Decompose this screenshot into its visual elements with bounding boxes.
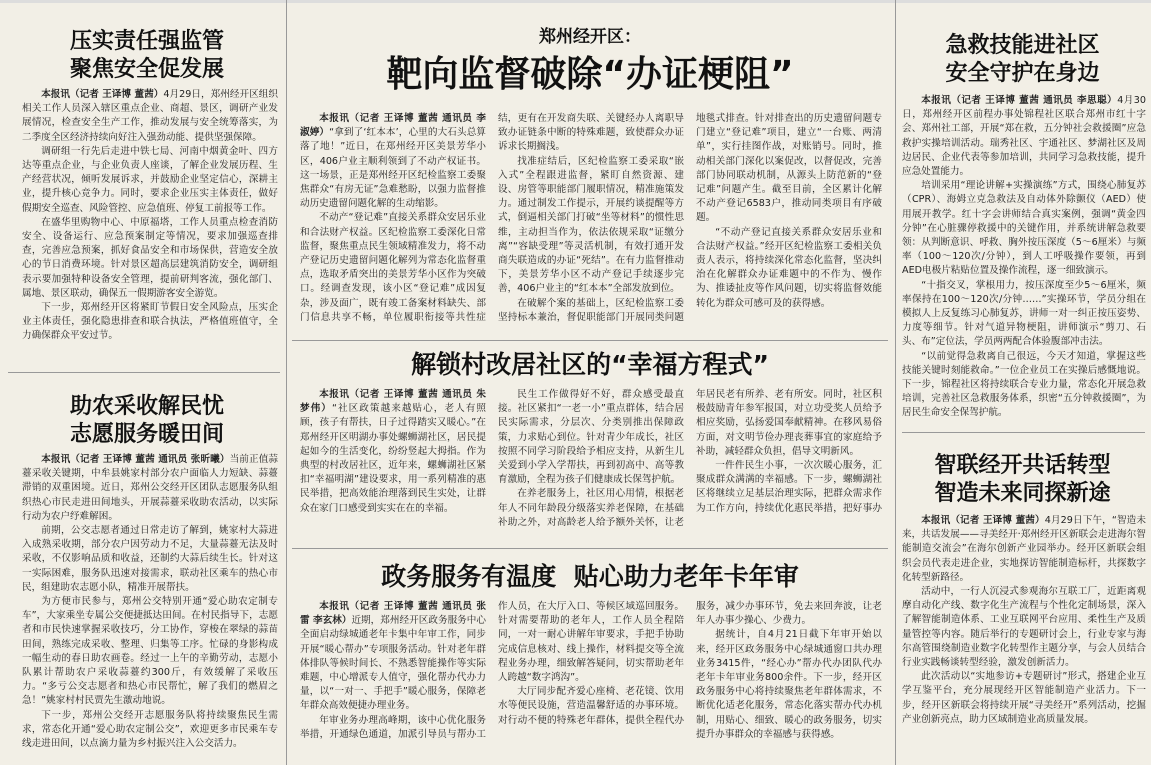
- paragraph: 据统计，自4月21日截下年审开始以来，经开区政务服务中心绿城通窗口共办理业务3415件，“经心办”帮办代办团队代办老年卡年审业务800余件。下一步，经开区政务服务中心将持续聚焦老年群体需求，不断优化适老化服务，常态化落实帮办代办机制，用贴心、细致、暖心的政务服务，切实提升办事群众的幸福感与获得感。: [696, 629, 882, 740]
- byline: 本报讯（记者 王译博 董茜 通讯员 朱梦伟）: [300, 389, 486, 415]
- headline-line-2: 志愿服务暖田间: [69, 422, 224, 447]
- headline-line-1: 助农采收解民忧: [69, 394, 224, 419]
- paragraph: 在盛华里购物中心、中原福塔，工作人员重点检查消防安全、设备运行、应急预案制定等情况，要求加强巡查排查，完善应急预案，抓好食品安全和市场保供，营造安全放心的节日消费环境。针对景区超高层建筑消防安全，调研组表示要加强特种设备安全管理，提前研判客流，强化部门、属地、景区联动，确保五一假期游客安全游览。: [22, 216, 278, 299]
- paragraph: 此次活动以“实地参访+专题研讨”形式，搭建企业互学互鉴平台，充分展现经开区智能制造产业活力。下一步，经开区新联会将持续开展“寻美经开”系列活动，挖掘产业创新亮点，助力区域制造业高质量发展。: [902, 671, 1146, 725]
- paragraph: 在养老服务上，社区用心用情，根据老年人不同年龄段分级落实养老保障，在基础补助之外，对高龄老人给予额外关怀，让老年居民老有所养、老有所安。同时，社区积极鼓励青年参军报国，对立功受奖人员给予相应奖励，弘扬爱国奉献精神。在移风易俗方面，对文明节俭办理丧葬事宜的家庭给予补助，减轻群众负担，倡导文明新风。: [498, 389, 882, 528]
- paragraph: 近期，郑州经开区政务服务中心全面启动绿城通老年卡集中年审工作，同步开展“暖心帮办”专项服务活动。针对老年群体排队等候时间长、不熟悉智能操作等实际难题，中心增派专人值守，强化帮办代办力量，以“一对一、手把手”暖心服务，保障老年群众高效便捷办理业务。: [300, 615, 487, 712]
- headline-line-2: 安全守护在身边: [945, 61, 1100, 86]
- article-left-top-body: [22, 88, 278, 368]
- article-left-bottom-headline: [52, 393, 242, 449]
- divider-center-1: [292, 340, 888, 341]
- article-left-bottom-body: [22, 453, 278, 761]
- paragraph: 活动中，一行人沉浸式参观海尔互联工厂，近距离观摩自动化产线、数字化生产流程与个性化定制场景，深入了解智能制造体系、工业互联网平台应用、柔性生产及质量管控等内容。随后举行的专题研讨会上，行业专家与海尔高管围绕制造业数字化转型作主题分享，与会人员结合行业实践畅谈转型经验，激发创新活力。: [902, 586, 1146, 669]
- article-center-bottom-body: [300, 600, 882, 760]
- article-right-bottom-headline: [920, 452, 1125, 508]
- paragraph: “不动产登记直接关系群众安居乐业和合法财产权益。”经开区纪检监察工委相关负责人表示，将持续深化常态化监督，坚决纠治在化解群众办证难题中的不作为、慢作为、推诿扯皮等作风问题，切实将监督效能转化为群众可感可及的获得感。: [696, 226, 882, 309]
- paragraph: 下一步，郑州公交经开志愿服务队将持续聚焦民生需求，常态化开通“爱心助农定制公交”，欢迎更多市民乘车专线走进田间，以点滴力量为乡村振兴注入公交活力。: [22, 709, 278, 750]
- paragraph: “拿到了‘红本本’，心里的大石头总算落了地！”近日，在郑州经开区美景芳华小区，406户业主顺利领到了不动产权证书。这一场景，正是郑州经开区纪检监察工委聚焦群众“有房无证”急难愁盼，以强力监督推动历史遗留问题化解的生动缩影。: [300, 127, 486, 210]
- byline: 本报讯（记者 王译博 董茜）: [921, 515, 1045, 526]
- paragraph: 当前正值蒜薹采收关键期，中牟县姚家村部分农户面临人力短缺、蒜薹滞销的双重困境。近日，郑州公交经开区团队志愿服务队组织热心市民走进田间地头，开展蒜薹采收助农活动，以实际行动为农户纾难解困。: [22, 454, 278, 522]
- headline: 靶向监督破除“办证梗阻”: [386, 54, 794, 95]
- headline-line-2: 智造未来同探新途: [934, 481, 1111, 506]
- headline-line-2: 聚焦安全促发展: [69, 57, 224, 82]
- column-divider-right: [895, 0, 896, 765]
- paragraph: 在破解个案的基础上，区纪检监察工委坚持标本兼治，督促职能部门开展同类问题地毯式排查。针对排查出的历史遗留问题专门建立“登记难”项目，建立“一台账、两清单”，实行挂图作战，对账销号。同时，推动相关部门深化以案促改，以督促改，完善部门协同联动机制，从源头上防范新的“登记难”问题产生。截至目前，全区累计化解不动产登记6583户，推动同类项目有序破题。: [498, 113, 882, 323]
- byline: 本报讯（记者 王译博 董茜 通讯员 张昕曦）: [41, 454, 230, 465]
- paragraph: 前期，公交志愿者通过日常走访了解到，姚家村大蒜进入成熟采收期，部分农户因劳动力不足，大量蒜薹无法及时采收，不仅影响品质和收益，还制约大蒜后续生长。针对这一实际困难，服务队迅速对接需求，联动社区乘车的热心市民，组建助农志愿小队，精准开展帮扶。: [22, 525, 278, 593]
- headline: 解锁村改居社区的“幸福方程式”: [411, 350, 769, 379]
- paragraph: 4月30日，郑州经开区前程办事处锦程社区联合郑州市红十字会、郑州社工部，开展“郑在救，五分钟社会救援圈”应急救护实操培训活动。瑞秀社区、宇通社区、梦湖社区及周边居民、企业代表等参加培训，共同学习急救技能，提升应急处置能力。: [902, 95, 1146, 178]
- paragraph: “社区政策越来越贴心，老人有照顾，孩子有帮扶，日子过得踏实又暖心。”在郑州经开区明湖办事处螺蛳湖社区，居民提起如今的生活变化，纷纷竖起大拇指。作为典型的村改居社区，近年来，螺蛳湖社区紧扣“幸福明湖”建设要求，用一系列精准的惠民举措，把高效能治理落到民生实处，让群众在家门口感受到实实在在的幸福。: [300, 403, 486, 514]
- kicker: 郑州经开区：: [539, 27, 641, 47]
- paragraph: 4月29日，郑州经开区组织相关工作人员深入辖区重点企业、商超、景区，调研产业发展情况，检查安全生产工作，推动发展与安全统筹落实，为二季度全区经济持续向好注入强劲动能、提供坚强保障。: [22, 89, 278, 143]
- paragraph: “以前觉得急救离自己很远，今天才知道，掌握这些技能关键时刻能救命。”一位企业员工在实操后感慨地说。下一步，锦程社区将持续联合专业力量，常态化开展急救培训，完善社区急救服务体系，织密“五分钟救援圈”，为居民生命安全保驾护航。: [902, 350, 1146, 419]
- paragraph: 4月29日下午，“智造未来，共话发展——寻美经开·郑州经开区新联会走进海尔智能制造交流会”在海尔创新产业园举办。经开区新联会组织会员代表走进企业，实地探访智能制造标杆，共探数字化转型新路径。: [902, 515, 1146, 583]
- divider-center-2: [292, 548, 888, 549]
- paragraph: 一件件民生小事，一次次暖心服务，汇聚成群众满满的幸福感。下一步，螺蛳湖社区将继续立足基层治理实际，把群众需求作为工作方向，持续优化惠民举措，把好事办: [696, 460, 882, 514]
- byline: 本报讯（记者 王译博 董茜）: [41, 89, 164, 100]
- byline: 本报讯（记者 王译博 董茜 通讯员 李思聪）: [921, 95, 1118, 106]
- article-right-top-body: [902, 94, 1146, 426]
- paragraph: 为方便市民参与，郑州公交特别开通“爱心助农定制专车”，大家乘坐专属公交便捷抵达田间。在村民指导下，志愿者和市民快速掌握采收技巧，分工协作，穿梭在翠绿的蒜苗田间，熟练完成采收、整理、归集等工序。忙碌的身影构成一幅生动的春日助农画卷。经过一上午的辛勤劳动，志愿小队累计帮助农户采收蒜薹约300斤，有效缓解了采收压力。“多亏公交志愿者和热心市民帮忙，解了我们的燃眉之急！”姚家村村民贾先生激动地说。: [22, 596, 278, 707]
- headline: 政务服务有温度 贴心助力老年卡年审: [381, 562, 799, 591]
- paragraph: 年审业务办理高峰期，该中心优化服务举措，开通绿色通道，加派引导员与帮办工作人员，在大厅入口、等候区域巡回服务。针对需要帮助的老年人，工作人员全程陪同，一对一耐心讲解年审要求，手把手协助完成信息核对、线上操作，材料提交等全流程业务办理，细致解答疑问，切实帮助老年人跨越“数字鸿沟”。: [300, 601, 684, 740]
- paragraph: 大厅同步配齐爱心座椅、老花镜、饮用水等便民设施，营造温馨舒适的办事环境。对行动不便的特殊老年群体，提供全程代办服务，减少办事环节，免去来回奔波，让老年人办事少操心、少费力。: [498, 601, 882, 726]
- article-left-top-headline: [52, 28, 242, 84]
- headline-line-1: 急救技能进社区: [945, 33, 1100, 58]
- article-center-mid-body: [300, 388, 882, 542]
- headline-line-1: 压实责任强监管: [69, 29, 224, 54]
- paragraph: 下一步，郑州经开区将紧盯节假日安全风险点，压实企业主体责任，强化隐患排查和联合执法，严格值班值守，全力确保群众平安过节。: [22, 302, 278, 342]
- article-right-top-headline: [920, 32, 1125, 88]
- top-border: [0, 0, 1151, 3]
- paragraph: “十指交叉，掌根用力，按压深度至少5～6厘米，频率保持在100～120次/分钟……”实操环节，学员分组在模拟人上反复练习心肺复苏，讲师一对一纠正按压姿势、力度等细节。针对气道异物梗阻，讲师演示“剪刀、石头、布”定位法，学员两两配合体验腹部冲击法。: [902, 279, 1146, 348]
- article-center-bottom-headline: [292, 560, 888, 594]
- article-center-top-body: [300, 112, 882, 334]
- paragraph: 培训采用“理论讲解+实操演练”方式，围绕心肺复苏（CPR）、海姆立克急救法及自动体外除颤仪（AED）使用展开教学。红十字会讲师结合真实案例，强调“黄金四分钟”在心脏骤停救援中的关键作用，并系统讲解急救要领：从判断意识、呼救、胸外按压深度（5～6厘米）与频率（100～120次/分钟），到人工呼吸操作要领，再到AED电极片粘贴位置及操作流程，逐一细致演示。: [902, 180, 1146, 277]
- article-right-bottom-body: [902, 514, 1146, 760]
- paragraph: 找准症结后，区纪检监察工委采取“嵌入式”全程跟进监督，紧盯自然资源、建设、房管等职能部门履职情况，精准施策发力。通过制发工作提示，开展约谈提醒等方式，倒逼相关部门打破“坐等材料”的惯性思维，主动担当作为，依法依规采取“证缴分离”“容缺受理”等灵活机制，有效打通开发商失联造成的办证“死结”。在有力监督推动下，美景芳华小区不动产登记手续逐步完善，406户业主的“红本本”全部发放到位。: [498, 155, 684, 295]
- paragraph: 调研组一行先后走进中铁七局、河南中烟黄金叶、四方达等重点企业，与企业负责人座谈，了解企业发展历程、生产经营状况，倾听发展诉求，并鼓励企业坚定信心，深耕主业，提升核心竞争力。同时，要求企业压实主体责任，做好假期安全巡查、风险管控、应急值班、停复工前报等工作。: [22, 145, 278, 214]
- column-divider-left: [286, 0, 287, 765]
- byline: 本报讯（记者 王译博 董茜 通讯员 张雷 李玄林）: [300, 601, 486, 627]
- divider-left: [8, 372, 280, 373]
- byline: 本报讯（记者 王译博 董茜 通讯员 李淑婷）: [300, 113, 486, 139]
- paragraph: 不动产“登记难”直接关系群众安居乐业和合法财产权益。区纪检监察工委深化日常监督，聚焦重点民生领域精准发力，将不动产登记历史遗留问题化解列为常态化监督重点，选取矛盾突出的美景芳华小区作为突破口。经调查发现，该小区“登记难”成因复杂，涉及面广，既有竣工备案材料缺失、部门信息共享不畅，单位履职衔接等共性症结，更有在开发商失联、关键经办人离职导致办证链条中断的特殊难题，致使群众办证诉求长期搁浅。: [300, 113, 684, 323]
- article-center-mid-headline: [292, 348, 888, 382]
- article-center-top-headline: [292, 26, 888, 98]
- headline-line-1: 智联经开共话转型: [934, 453, 1111, 478]
- divider-right: [902, 432, 1145, 433]
- paragraph: 民生工作做得好不好，群众感受最直接。社区紧扣“一老一小”重点群体，结合居民实际需求，分层次、分类别推出保障政策，力求贴心到位。针对青少年成长，社区按照不同学习阶段给予相应支持，从新生儿关爱到小学入学帮扶，再到初高中、高等教育激励，全程为孩子们健康成长保驾护航。: [498, 389, 684, 486]
